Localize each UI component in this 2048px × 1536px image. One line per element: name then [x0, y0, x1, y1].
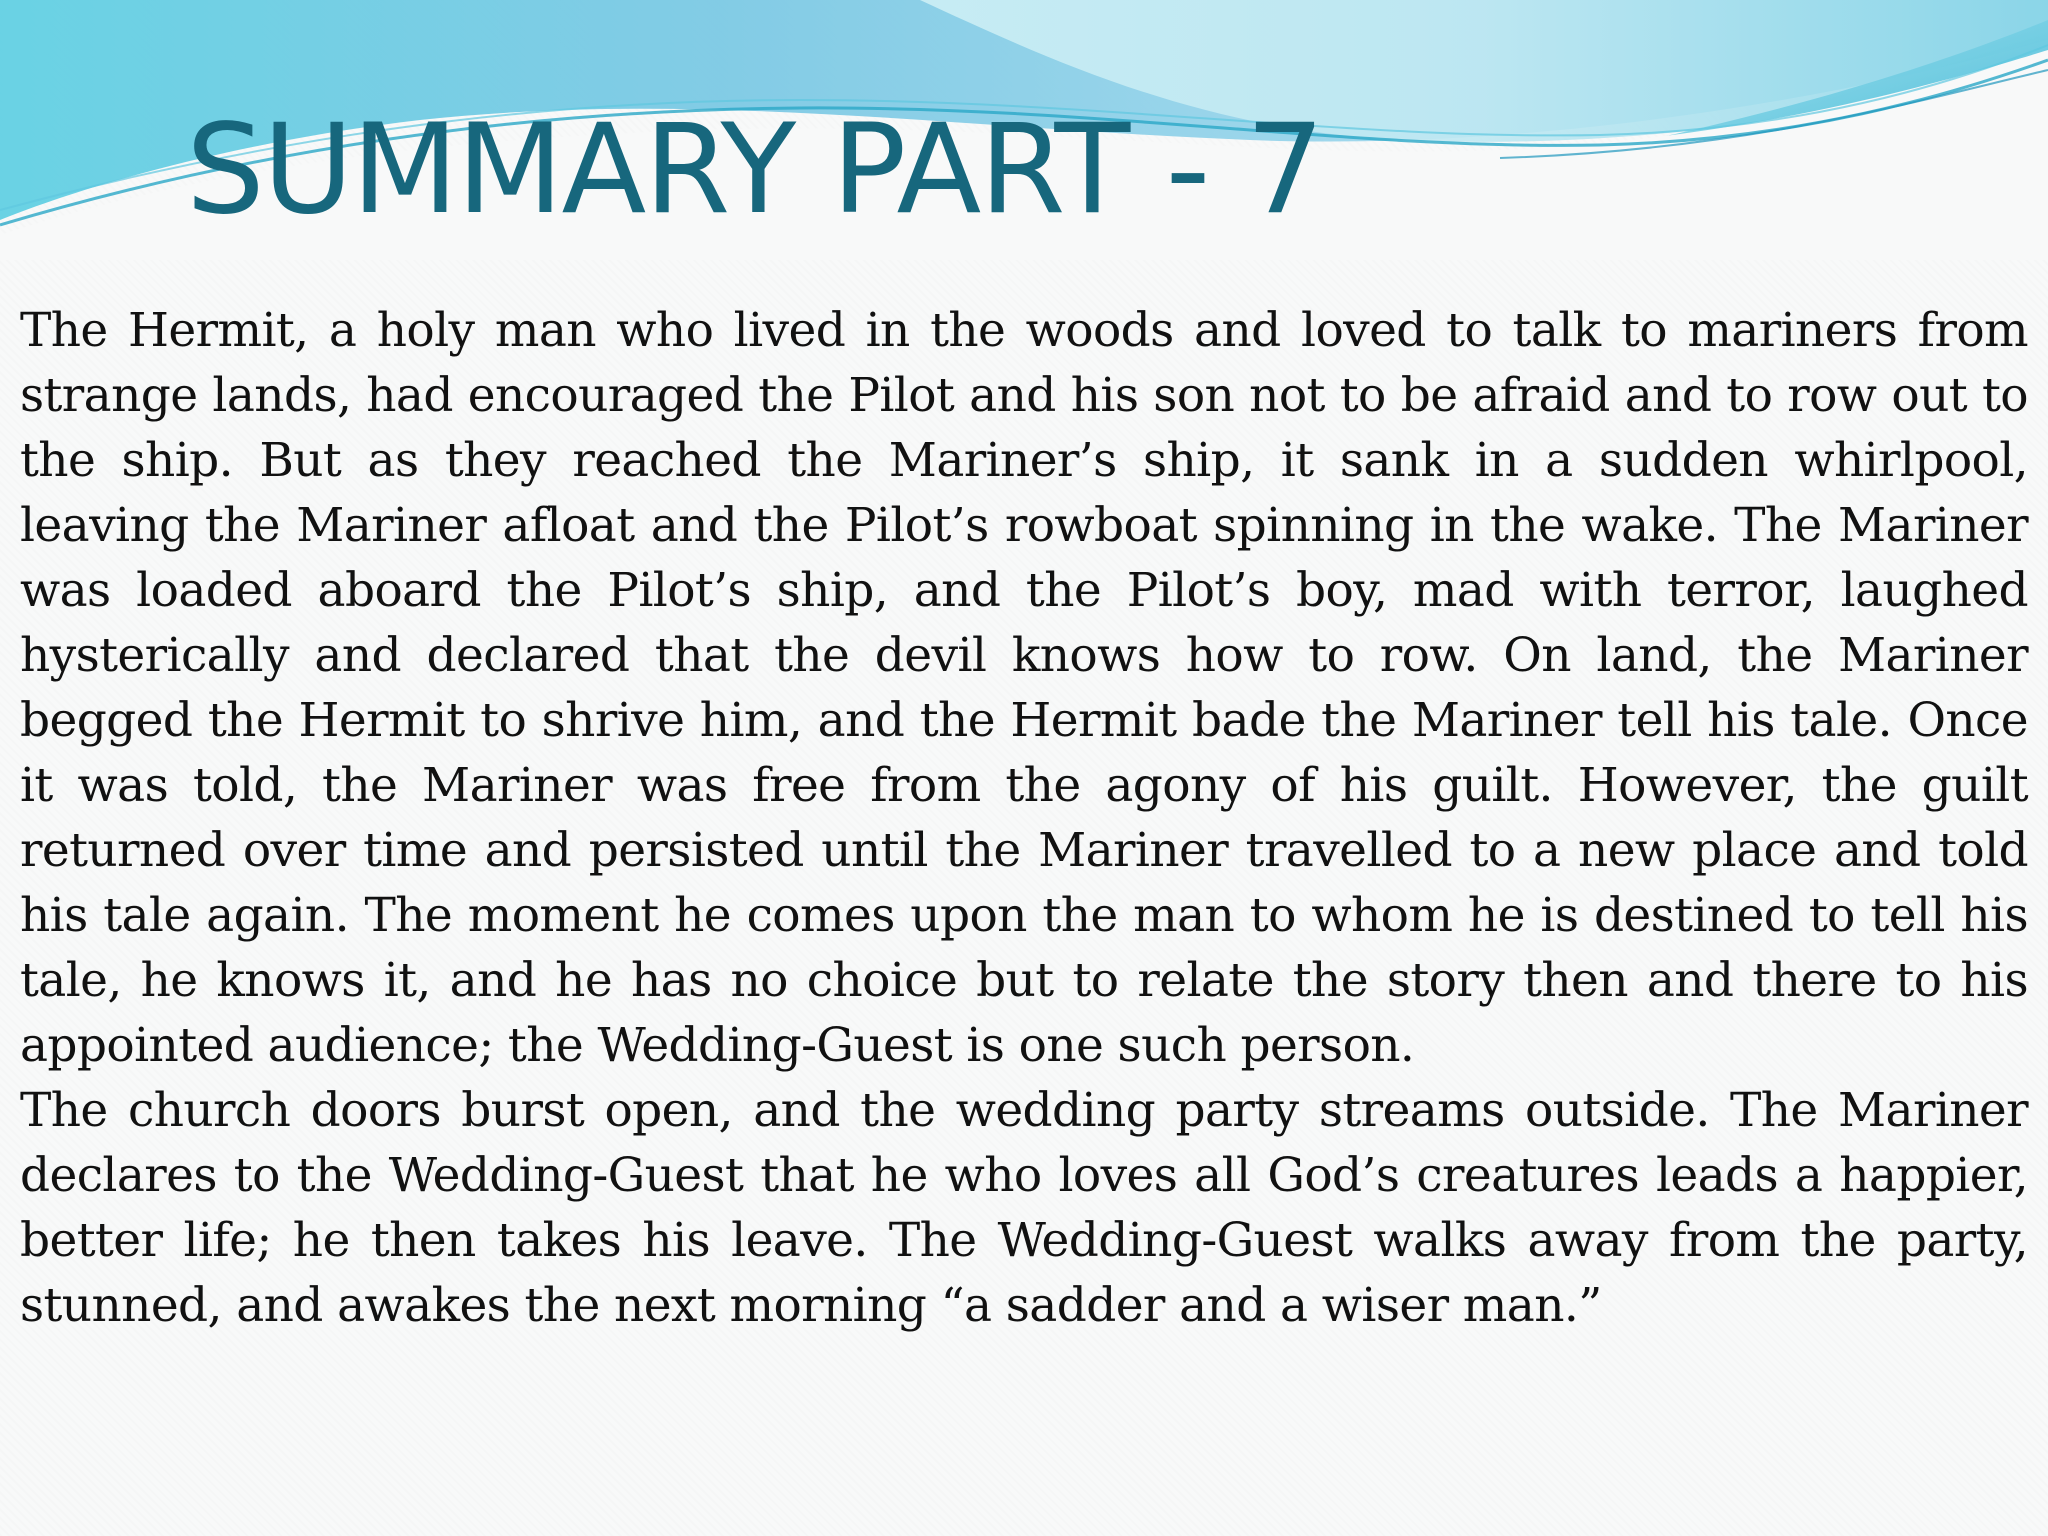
summary-paragraph-1: The Hermit, a holy man who lived in the woods and loved to talk to mariners from strange lands, had encouraged the Pilot and his son not to be afraid and to row out to the ship. But as they reached the Mariner’s ship, it sank in a sudden whirlpool, leaving the Mariner afloat and the Pilot’s rowboat spinning in the wake. The Mariner was loaded aboard the Pilot’s ship, and the Pilot’s boy, mad with terror, laughed hysterically and declared that the devil knows how to row. On land, the Mariner begged the Hermit to shrive him, and the Hermit bade the Mariner tell his tale. Once it was told, the Mariner was free from the agony of his guilt. However, the guilt returned over time and persisted until the Mariner travelled to a new place and told his tale again. The moment he comes upon the man to whom he is destined to tell his tale, he knows it, and he has no choice but to relate the story then and there to his appointed audience; the Wedding-Guest is one such person. [20, 303, 2028, 1073]
summary-body [20, 298, 2028, 1338]
summary-paragraph-2: The church doors burst open, and the wedding party streams outside. The Mariner declares to the Wedding-Guest that he who loves all God’s creatures leads a happier, better life; he then takes his leave. The Wedding-Guest walks away from the party, stunned, and awakes the next morning “a sadder and a wiser man.” [20, 1083, 2028, 1333]
slide-title: SUMMARY PART - 7 [186, 98, 1323, 242]
